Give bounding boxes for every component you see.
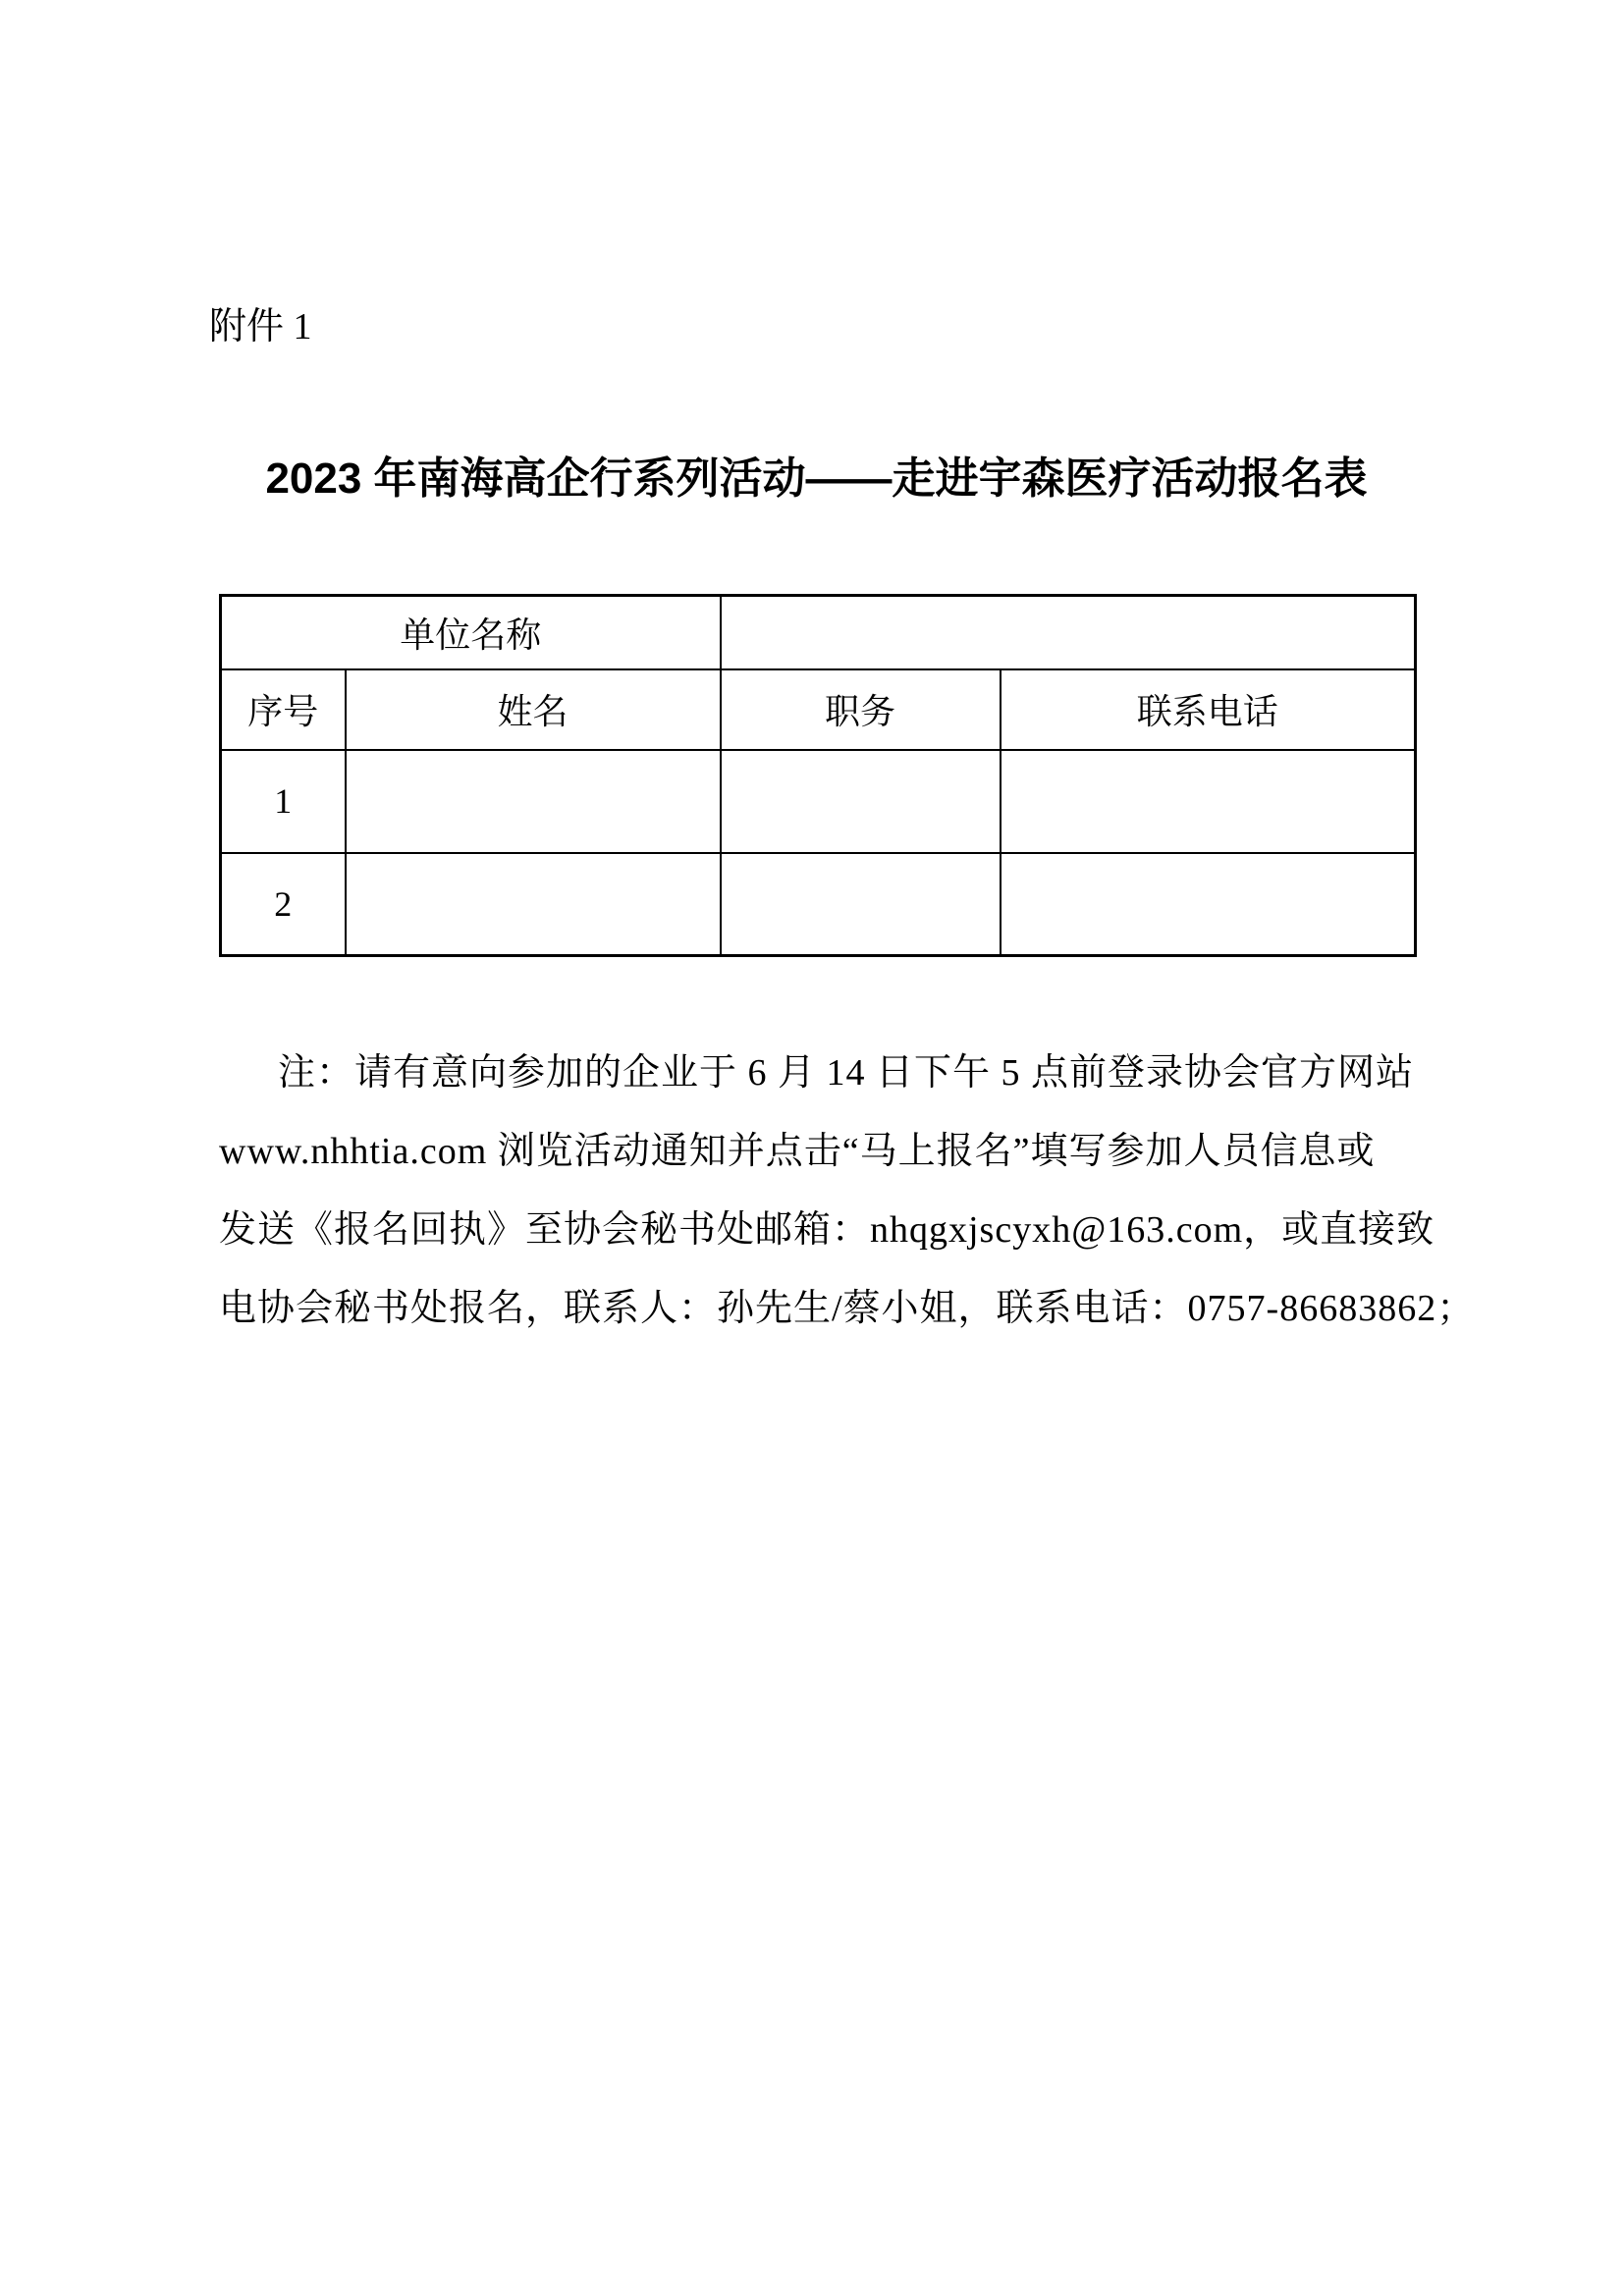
row-2-index-cell: 2 [221, 853, 346, 956]
unit-name-label: 单位名称 [221, 596, 721, 669]
row-1-name-cell[interactable] [346, 750, 721, 853]
row-2-name-cell[interactable] [346, 853, 721, 956]
col-header-position: 职务 [721, 669, 1001, 750]
table-row-2 [221, 853, 1416, 956]
row-2-position-cell[interactable] [721, 853, 1001, 956]
row-1-index-cell: 1 [221, 750, 346, 853]
note-paragraph [219, 1034, 1476, 1348]
note-line-3: 发送《报名回执》至协会秘书处邮箱：nhqgxjscyxh@163.com，或直接致 [219, 1209, 1435, 1251]
row-1-position-cell[interactable] [721, 750, 1001, 853]
col-header-index: 序号 [221, 669, 346, 750]
attachment-label: 附件 1 [209, 306, 312, 347]
col-header-name: 姓名 [346, 669, 721, 750]
registration-table [219, 594, 1417, 957]
table-row-unit-name [221, 596, 1416, 669]
note-line-1: 注：请有意向参加的企业于 6 月 14 日下午 5 点前登录协会官方网站 [278, 1052, 1415, 1094]
table-row-1 [221, 750, 1416, 853]
page-title: 2023 年南海高企行系列活动——走进宇森医疗活动报名表 [265, 454, 1368, 503]
row-1-phone-cell[interactable] [1001, 750, 1416, 853]
unit-name-input-cell[interactable] [721, 596, 1416, 669]
table-header-row [221, 669, 1416, 750]
col-header-phone: 联系电话 [1001, 669, 1416, 750]
row-2-phone-cell[interactable] [1001, 853, 1416, 956]
note-line-2: www.nhhtia.com 浏览活动通知并点击“马上报名”填写参加人员信息或 [219, 1131, 1376, 1172]
note-line-4: 电协会秘书处报名，联系人：孙先生/蔡小姐，联系电话：0757-86683862； [219, 1288, 1476, 1329]
